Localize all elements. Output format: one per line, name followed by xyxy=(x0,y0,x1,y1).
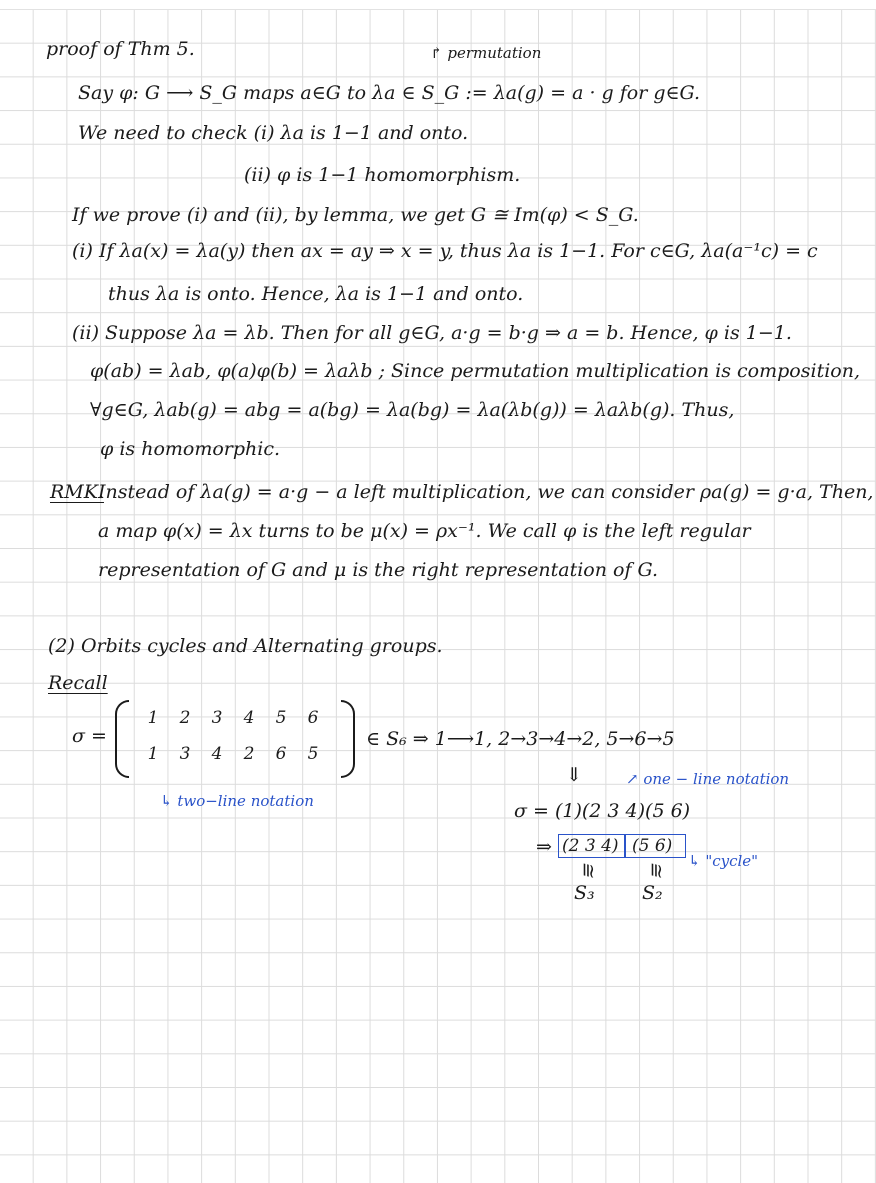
proof-title: proof of Thm 5. xyxy=(46,38,195,60)
matrix-cell: 3 xyxy=(179,744,191,764)
line-7: (ii) Suppose λa = λb. Then for all g∈G, a·g = b·g ⇒ a = b. Hence, φ is 1−1. xyxy=(72,322,792,344)
symmetric-group-s2: S₂ xyxy=(642,882,663,904)
line-8: φ(ab) = λab, φ(a)φ(b) = λaλb ; Since permutation multiplication is composition, xyxy=(90,360,860,382)
line-2: We need to check (i) λa is 1−1 and onto. xyxy=(78,122,469,144)
matrix-cell: 2 xyxy=(243,744,255,764)
two-line-note: ↳ two−line notation xyxy=(160,792,314,810)
cycle-note: ↳ "cycle" xyxy=(688,852,759,870)
two-line-matrix xyxy=(115,700,355,778)
line-6: thus λa is onto. Hence, λa is 1−1 and onto. xyxy=(108,283,524,305)
matrix-top-row xyxy=(137,708,329,728)
one-line-note: ↗ one − line notation xyxy=(626,770,790,788)
cycle-a: (2 3 4) xyxy=(562,836,619,856)
matrix-cell: 5 xyxy=(275,708,287,728)
symmetric-group-s3: S₃ xyxy=(574,882,595,904)
matrix-cell: 5 xyxy=(307,744,319,764)
cycle-b: (5 6) xyxy=(632,836,673,856)
line-10: φ is homomorphic. xyxy=(100,438,281,460)
iso-symbol-b: ≅ xyxy=(644,861,667,877)
arrow-down: ⇓ xyxy=(566,764,582,786)
matrix-right-paren xyxy=(341,700,355,778)
matrix-cell: 3 xyxy=(211,708,223,728)
line-3: (ii) φ is 1−1 homomorphism. xyxy=(244,164,521,186)
rmk-label: RMK. xyxy=(50,481,104,503)
matrix-left-paren xyxy=(115,700,129,778)
line-9: ∀g∈G, λab(g) = abg = a(bg) = λa(bg) = λa(λb(g)) = λaλb(g). Thus, xyxy=(90,399,735,421)
line-5: (i) If λa(x) = λa(y) then ax = ay ⇒ x = y, thus λa is 1−1. For c∈G, λa(a⁻¹c) = c xyxy=(72,240,818,262)
rmk-line-3: representation of G and μ is the right representation of G. xyxy=(98,559,659,581)
matrix-cell: 1 xyxy=(147,744,159,764)
sigma-equals: σ = xyxy=(72,725,107,747)
note-permutation: ↱ permutation xyxy=(430,44,542,62)
top-margin-bar xyxy=(0,0,876,10)
line-1: Say φ: G ⟶ S_G maps a∈G to λa ∈ S_G := λa(g) = a · g for g∈G. xyxy=(78,82,701,104)
matrix-suffix: ∈ S₆ ⇒ 1⟶1, 2→3→4→2, 5→6→5 xyxy=(366,728,675,750)
rmk-line-1: Instead of λa(g) = a·g − a left multiplication, we can consider ρa(g) = g·a, Then, xyxy=(98,481,874,503)
section-title: (2) Orbits cycles and Alternating groups. xyxy=(48,635,443,657)
rmk-line-2: a map φ(x) = λx turns to be μ(x) = ρx⁻¹. We call φ is the left regular xyxy=(98,520,751,542)
iso-symbol-a: ≅ xyxy=(576,861,599,877)
line-4: If we prove (i) and (ii), by lemma, we get G ≅ Im(φ) < S_G. xyxy=(72,204,639,226)
matrix-cell: 6 xyxy=(307,708,319,728)
cycle-equation: σ = (1)(2 3 4)(5 6) xyxy=(514,800,691,822)
matrix-bottom-row xyxy=(137,744,329,764)
matrix-cell: 1 xyxy=(147,708,159,728)
implies-arrow: ⇒ xyxy=(536,836,552,858)
recall-label: Recall xyxy=(48,672,108,694)
matrix-cell: 2 xyxy=(179,708,191,728)
matrix-cell: 4 xyxy=(243,708,255,728)
matrix-cell: 4 xyxy=(211,744,223,764)
matrix-cell: 6 xyxy=(275,744,287,764)
